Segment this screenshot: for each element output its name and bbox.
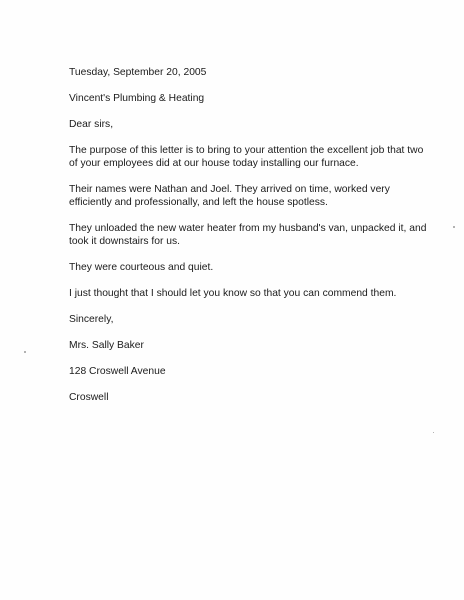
letter-closing: Sincerely,	[69, 314, 114, 325]
letter-paragraph-3: They unloaded the new water heater from my husband's van, unpacked it, and took it downstairs for us.	[69, 223, 427, 247]
letter-address-line-1: 128 Croswell Avenue	[69, 366, 166, 377]
letter-salutation: Dear sirs,	[69, 119, 114, 130]
letter-paragraph-1: The purpose of this letter is to bring to your attention the excellent job that two of your employees did at our house today installing our furnace.	[69, 145, 424, 169]
letter-paragraph-5: I just thought that I should let you know so that you can commend them.	[69, 288, 397, 299]
letter-address-line-2: Croswell	[69, 392, 109, 403]
scan-speck	[24, 351, 26, 353]
letter-body	[69, 66, 429, 417]
letter-signature-name: Mrs. Sally Baker	[69, 340, 144, 351]
letter-paragraph-4: They were courteous and quiet.	[69, 262, 214, 273]
scan-speck	[433, 432, 434, 433]
letter-recipient: Vincent's Plumbing & Heating	[69, 93, 205, 104]
letter-paragraph-2: Their names were Nathan and Joel. They arrived on time, worked very efficiently and professionally, and left the house spotless.	[69, 184, 390, 208]
scan-speck	[453, 226, 455, 228]
letter-date: Tuesday, September 20, 2005	[69, 67, 207, 78]
